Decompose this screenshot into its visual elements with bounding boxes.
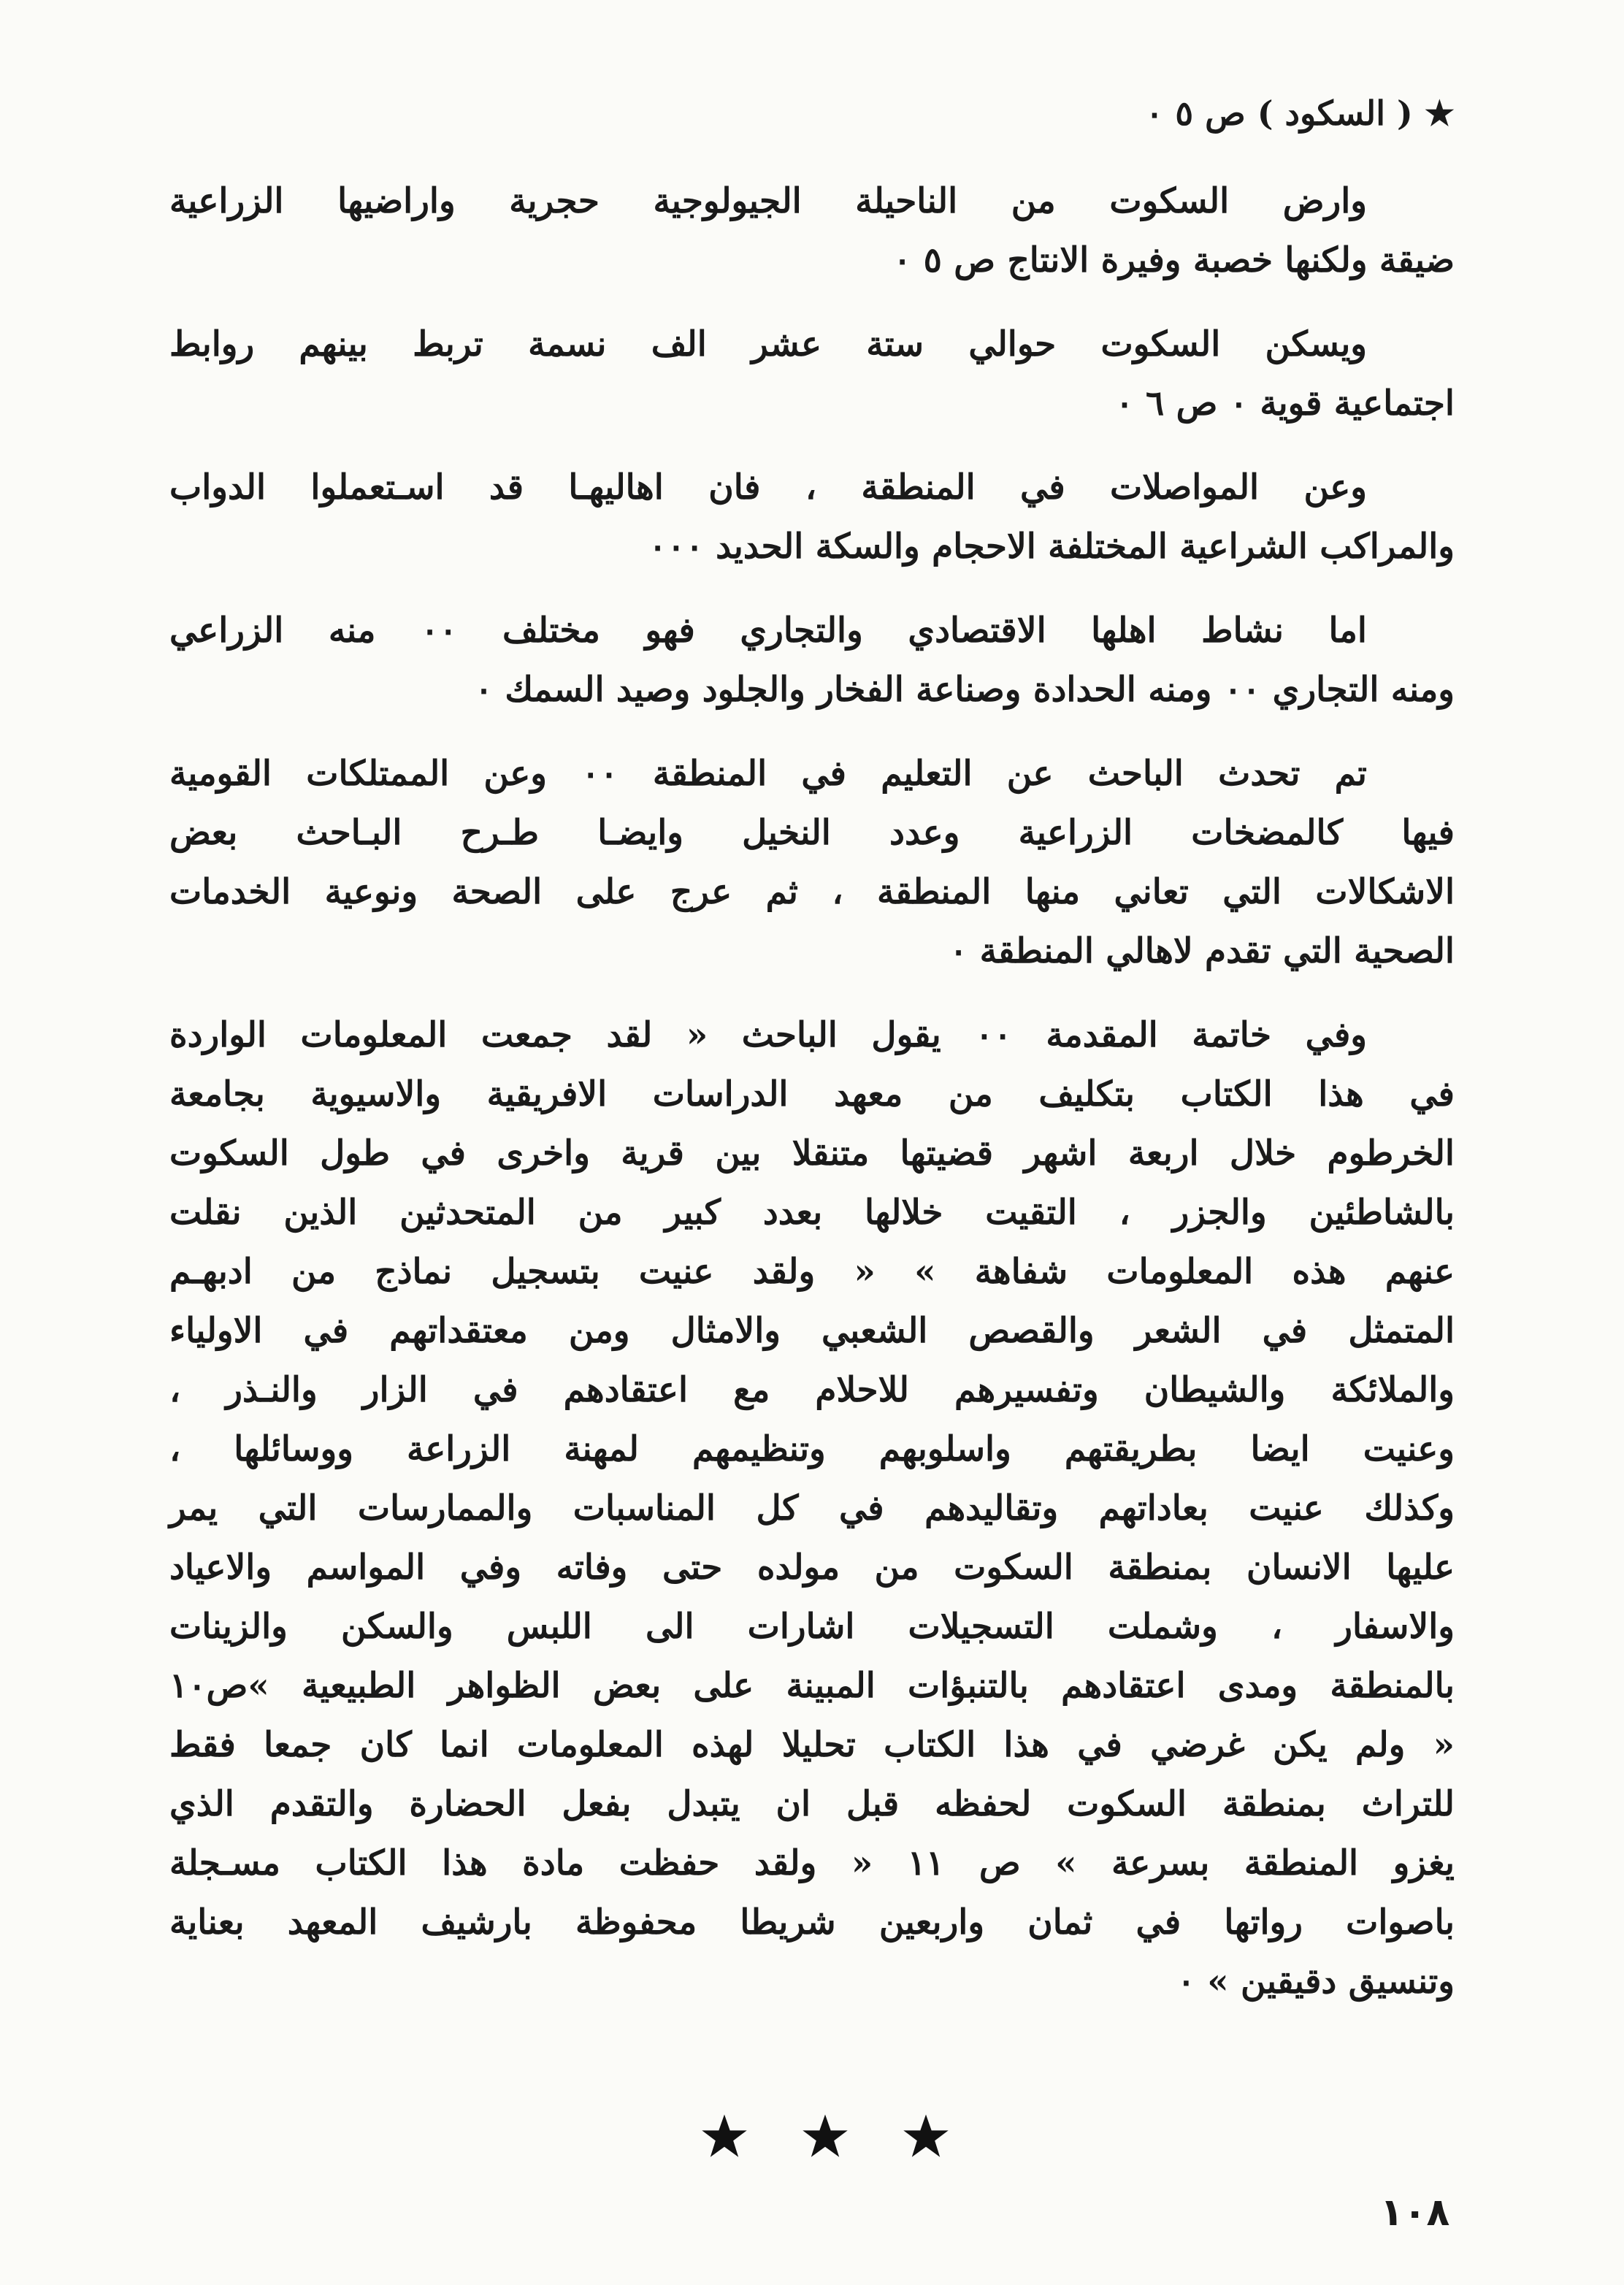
section-break-ornament: [701, 2107, 949, 2165]
text-line: وفي خاتمة المقدمة ٠٠ يقول الباحث « لقد جمعت المعلومات الواردة: [169, 1015, 1367, 1055]
text-line: الاشكالات التي تعاني منها المنطقة ، ثم عرج على الصحة ونوعية الخدمات: [169, 872, 1455, 912]
text-line: ويسكن السكوت حوالي ستة عشر الف نسمة تربط بينهم روابط: [169, 324, 1367, 364]
text-line: الخرطوم خلال اربعة اشهر قضيتها متنقلا بين قرية واخرى في طول السكوت: [169, 1133, 1455, 1174]
paragraph: [169, 458, 1455, 576]
body-text: [169, 172, 1455, 2036]
text-line: وعنيت ايضا بطريقتهم واسلوبهم وتنظيمهم لمهنة الزراعة ووسائلها ،: [169, 1429, 1455, 1469]
text-line: تم تحدث الباحث عن التعليم في المنطقة ٠٠ وعن الممتلكات القومية: [169, 754, 1367, 794]
text-line: وعن المواصلات في المنطقة ، فان اهاليهـا قد اسـتعملوا الدواب: [169, 467, 1367, 508]
paragraph: [169, 315, 1455, 433]
text-line: الصحية التي تقدم لاهالي المنطقة ٠: [949, 931, 1455, 971]
text-line: وارض السكوت من الناحيلة الجيولوجية حجرية واراضيها الزراعية: [169, 181, 1367, 221]
text-line: وتنسيق دقيقين » ٠: [1176, 1961, 1455, 2002]
text-line: باصوات رواتها في ثمان واربعين شريطا محفوظة بارشيف المعهد بعناية: [169, 1902, 1455, 1943]
text-line: في هذا الكتاب بتكليف من معهد الدراسات الافريقية والاسيوية بجامعة: [169, 1074, 1455, 1114]
page-number: ١٠٨: [1380, 2191, 1450, 2235]
text-line: اجتماعية قوية ٠ ص ٦ ٠: [1115, 383, 1455, 424]
running-header: ★ ( السكود ) ص ٥ ٠: [1145, 93, 1455, 133]
text-line: عليها الانسان بمنطقة السكوت من مولده حتى وفاته وفي المواسم والاعياد: [169, 1547, 1455, 1588]
paragraph: [169, 744, 1455, 981]
text-line: ضيقة ولكنها خصبة وفيرة الانتاج ص ٥ ٠: [893, 240, 1455, 280]
paragraph: [169, 172, 1455, 290]
paragraph: [169, 601, 1455, 719]
text-line: والاسفار ، وشملت التسجيلات اشارات الى اللبس والسكن والزينات: [169, 1607, 1455, 1647]
text-line: والمراكب الشراعية المختلفة الاحجام والسكة الحديد ٠٠٠: [648, 527, 1455, 567]
text-line: « ولم يكن غرضي في هذا الكتاب تحليلا لهذه المعلومات انما كان جمعا فقط: [169, 1725, 1455, 1765]
text-line: عنهم هذه المعلومات شفاهة » « ولقد عنيت بتسجيل نماذج من ادبهـم: [169, 1252, 1455, 1292]
star-icon: [802, 2113, 849, 2159]
text-line: ومنه التجاري ٠٠ ومنه الحدادة وصناعة الفخار والجلود وصيد السمك ٠: [474, 670, 1455, 710]
text-line: بالمنطقة ومدى اعتقادهم بالتنبؤات المبينة على بعض الظواهر الطبيعية »ص١٠: [169, 1666, 1455, 1706]
star-icon: [701, 2113, 748, 2159]
text-line: وكذلك عنيت بعاداتهم وتقاليدهم في كل المناسبات والممارسات التي يمر: [169, 1488, 1455, 1528]
paragraph: [169, 1006, 1455, 2011]
text-line: والملائكة والشيطان وتفسيرهم للاحلام مع اعتقادهم في الزار والنـذر ،: [169, 1370, 1455, 1410]
text-line: للتراث بمنطقة السكوت لحفظه قبل ان يتبدل بفعل الحضارة والتقدم الذي: [169, 1784, 1455, 1824]
text-line: المتمثل في الشعر والقصص الشعبي والامثال ومن معتقداتهم في الاولياء: [169, 1311, 1455, 1351]
text-line: يغزو المنطقة بسرعة » ص ١١ « ولقد حفظت مادة هذا الكتاب مسـجلة: [169, 1843, 1455, 1883]
text-line: اما نشاط اهلها الاقتصادي والتجاري فهو مختلف ٠٠ منه الزراعي: [169, 611, 1367, 651]
text-line: فيها كالمضخات الزراعية وعدد النخيل وايضـا طـرح البـاحث بعض: [169, 813, 1455, 853]
star-icon: [903, 2113, 949, 2159]
text-line: بالشاطئين والجزر ، التقيت خلالها بعدد كبير من المتحدثين الذين نقلت: [169, 1193, 1455, 1233]
